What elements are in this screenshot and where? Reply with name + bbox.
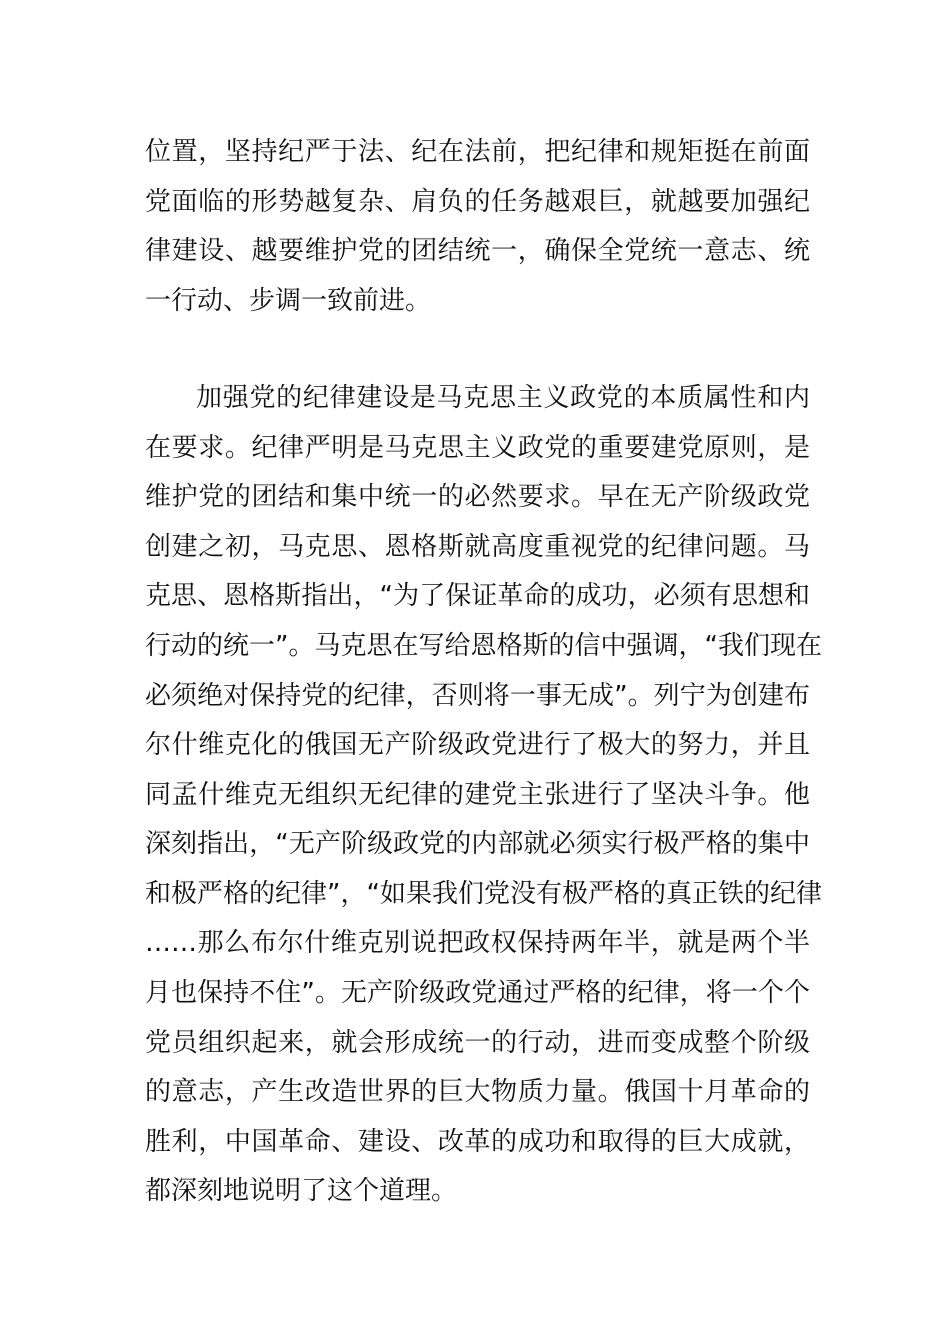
paragraph-line: 克思、恩格斯指出，“为了保证革命的成功，必须有思想和 <box>145 581 810 611</box>
paragraph-line: ……那么布尔什维克别说把政权保持两年半，就是两个半 <box>145 928 810 958</box>
paragraph-line: 行动的统一”。马克思在写给恩格斯的信中强调，“我们现在 <box>145 631 822 661</box>
paragraph-line: 同孟什维克无组织无纪律的建党主张进行了坚决斗争。他 <box>145 780 810 810</box>
paragraph-line: 创建之初，马克思、恩格斯就高度重视党的纪律问题。马 <box>145 532 810 562</box>
paragraph-line: 位置，坚持纪严于法、纪在法前，把纪律和规矩挺在前面 <box>145 137 810 167</box>
paragraph-line: 加强党的纪律建设是马克思主义政党的本质属性和内 <box>196 383 810 413</box>
paragraph-line: 月也保持不住”。无产阶级政党通过严格的纪律，将一个个 <box>145 978 810 1008</box>
paragraph-line: 在要求。纪律严明是马克思主义政党的重要建党原则，是 <box>145 433 810 463</box>
paragraph-line: 党面临的形势越复杂、肩负的任务越艰巨，就越要加强纪 <box>145 187 810 217</box>
paragraph-line: 党员组织起来，就会形成统一的行动，进而变成整个阶级 <box>145 1028 810 1058</box>
paragraph-line: 和极严格的纪律”，“如果我们党没有极严格的真正铁的纪律 <box>145 879 822 909</box>
paragraph-line: 一行动、步调一致前进。 <box>145 286 432 316</box>
paragraph-line: 的意志，产生改造世界的巨大物质力量。俄国十月革命的 <box>145 1077 810 1107</box>
paragraph-line: 尔什维克化的俄国无产阶级政党进行了极大的努力，并且 <box>145 730 810 760</box>
paragraph-line: 律建设、越要维护党的团结统一，确保全党统一意志、统 <box>145 236 810 266</box>
paragraph-line: 胜利，中国革命、建设、改革的成功和取得的巨大成就， <box>145 1127 810 1157</box>
paragraph-line: 维护党的团结和集中统一的必然要求。早在无产阶级政党 <box>145 482 810 512</box>
paragraph-line: 都深刻地说明了这个道理。 <box>145 1176 458 1206</box>
paragraph-line: 深刻指出，“无产阶级政党的内部就必须实行极严格的集中 <box>145 829 810 859</box>
paragraph-line: 必须绝对保持党的纪律，否则将一事无成”。列宁为创建布 <box>145 681 810 711</box>
